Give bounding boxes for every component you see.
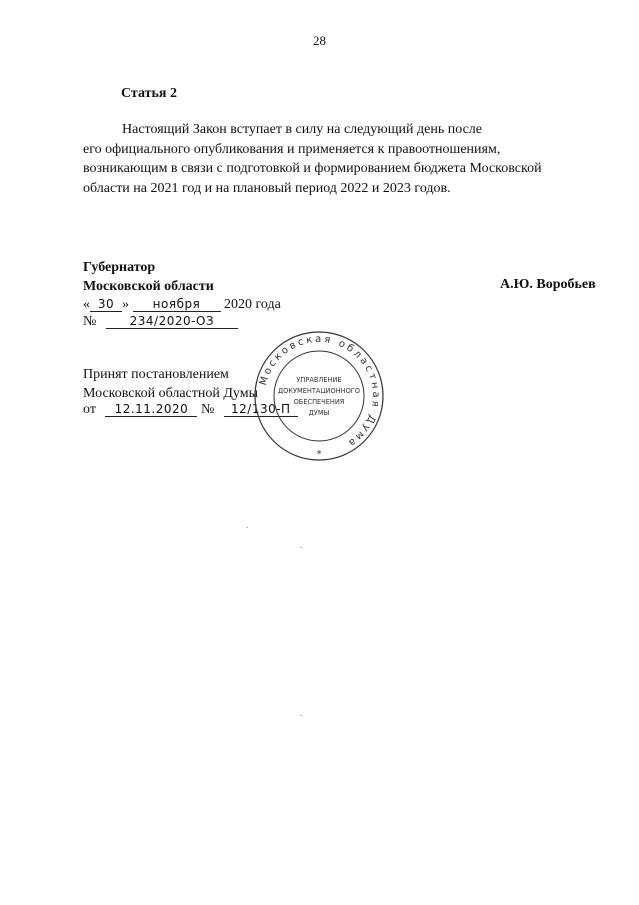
stamp-ring-text: Московская областная Дума (258, 333, 382, 450)
article-line: возникающим в связи с подготовкой и формированием бюджета Московской (83, 161, 542, 176)
signatory-title (83, 258, 214, 296)
article-line: области на 2021 год и на плановый период 2022 и 2023 годов. (83, 180, 451, 196)
adoption-line2: Московской областной Думы (83, 386, 258, 401)
law-number-label: № (83, 314, 97, 329)
adoption-from-label: от (83, 402, 96, 417)
signing-date (83, 295, 281, 314)
signing-month: ноября (133, 297, 221, 312)
close-quote: » (122, 297, 129, 312)
page-number: 28 (313, 33, 326, 48)
scan-speck (246, 527, 248, 528)
adoption-number-label: № (200, 402, 215, 417)
law-number: 234/2020-ОЗ (106, 314, 238, 329)
open-quote: « (83, 297, 90, 312)
signatory-title-line2: Московской области (83, 279, 214, 294)
stamp-line2: ДОКУМЕНТАЦИОННОГО (278, 387, 360, 395)
signing-year: 2020 года (224, 297, 281, 312)
adoption-line1: Принят постановлением (83, 367, 229, 382)
article-line: его официального опубликования и применяется к правоотношениям, (83, 141, 501, 157)
signing-day: 30 (90, 297, 122, 312)
adoption-date: 12.11.2020 (105, 402, 197, 417)
stamp-line4: ДУМЫ (308, 409, 330, 417)
scan-speck (300, 547, 302, 548)
article-body (83, 120, 602, 198)
law-number-line (83, 314, 238, 330)
adoption-number: 12/130-П (224, 402, 298, 417)
scan-speck (300, 715, 302, 716)
stamp-star: * (316, 449, 322, 460)
article-title: Статья 2 (121, 86, 177, 101)
signatory-title-line1: Губернатор (83, 260, 156, 275)
adoption-note (83, 365, 258, 403)
official-stamp (253, 330, 385, 462)
signatory-name: А.Ю. Воробьев (500, 277, 596, 292)
stamp-line1: УПРАВЛЕНИЕ (296, 376, 342, 384)
article-line: Настоящий Закон вступает в силу на следующий день после (122, 122, 482, 137)
stamp-line3: ОБЕСПЕЧЕНИЯ (293, 398, 345, 406)
